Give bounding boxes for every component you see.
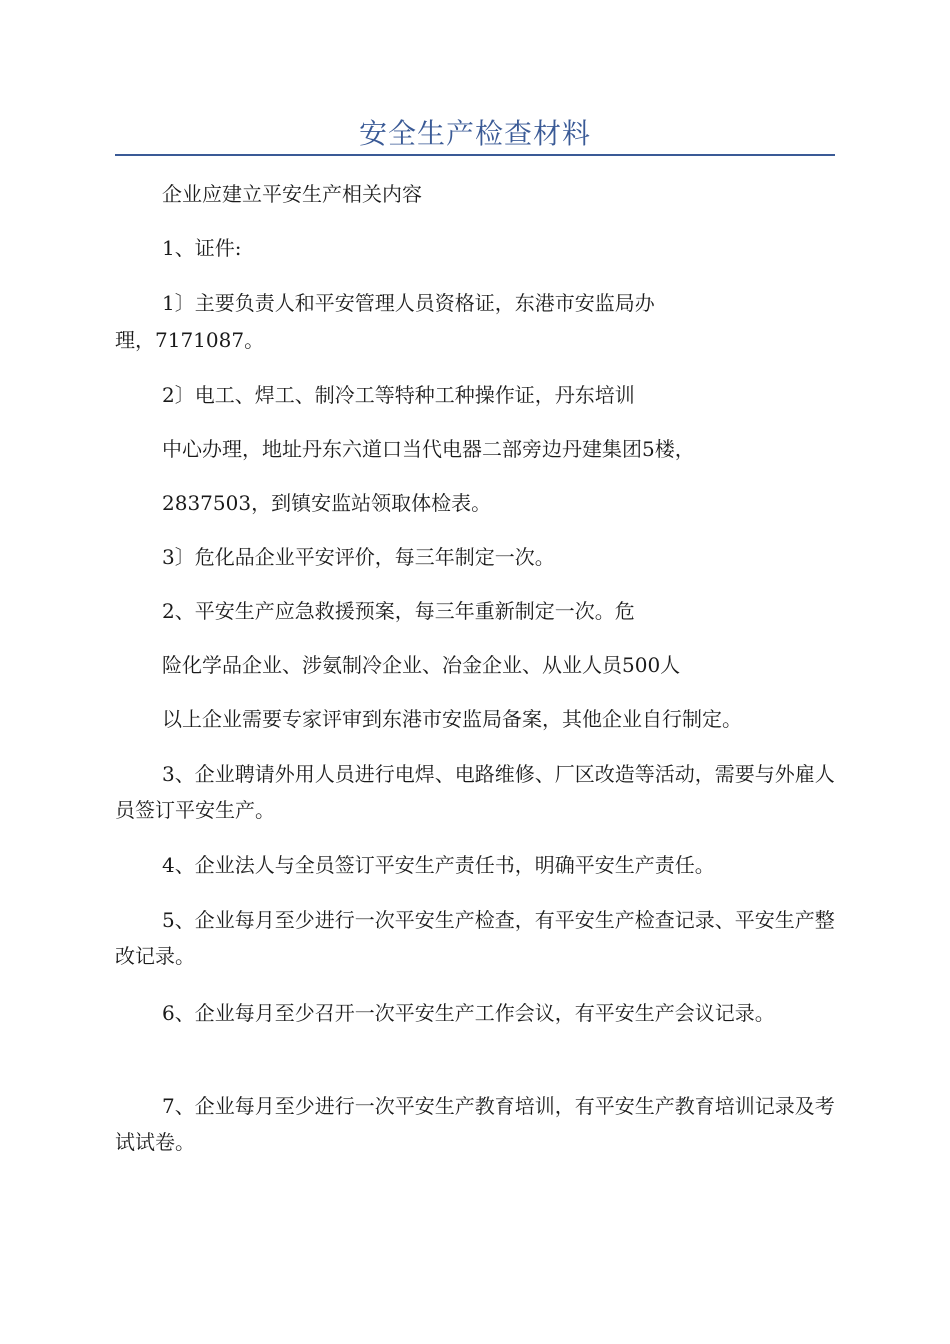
item-1-2-line-2: 中心办理，地址丹东六道口当代电器二部旁边丹建集团5楼， (162, 437, 695, 461)
title-underline (115, 154, 835, 156)
section-2-line-2: 险化学品企业、涉氨制冷企业、冶金企业、从业人员500人 (162, 653, 681, 677)
section-2-line-3: 以上企业需要专家评审到东港市安监局备案，其他企业自行制定。 (162, 707, 742, 731)
item-1-2-line-1: 2〕电工、焊工、制冷工等特种工种操作证，丹东培训 (162, 383, 635, 407)
item-1-3-line: 3〕危化品企业平安评价，每三年制定一次。 (162, 545, 555, 569)
section-2-line-1: 2、平安生产应急救援预案，每三年重新制定一次。危 (162, 599, 635, 623)
section-1-heading: 1、证件: (162, 236, 242, 260)
intro-line: 企业应建立平安生产相关内容 (162, 182, 422, 206)
section-5-paragraph: 5、企业每月至少进行一次平安生产检查，有平安生产检查记录、平安生产整改记录。 (115, 908, 835, 968)
item-1-2-line-3: 2837503，到镇安监站领取体检表。 (162, 491, 492, 515)
item-1-1-line-2: 理，7171087。 (115, 328, 265, 352)
item-1-1-line-1: 1〕主要负责人和平安管理人员资格证，东港市安监局办 (162, 291, 655, 315)
section-7-paragraph: 7、企业每月至少进行一次平安生产教育培训，有平安生产教育培训记录及考试试卷。 (115, 1094, 835, 1154)
section-6-paragraph: 6、企业每月至少召开一次平安生产工作会议，有平安生产会议记录。 (162, 1001, 775, 1025)
section-4-paragraph: 4、企业法人与全员签订平安生产责任书，明确平安生产责任。 (162, 853, 715, 877)
section-3-paragraph: 3、企业聘请外用人员进行电焊、电路维修、厂区改造等活动，需要与外雇人员签订平安生产。 (115, 762, 835, 822)
document-title: 安全生产检查材料 (358, 117, 591, 150)
